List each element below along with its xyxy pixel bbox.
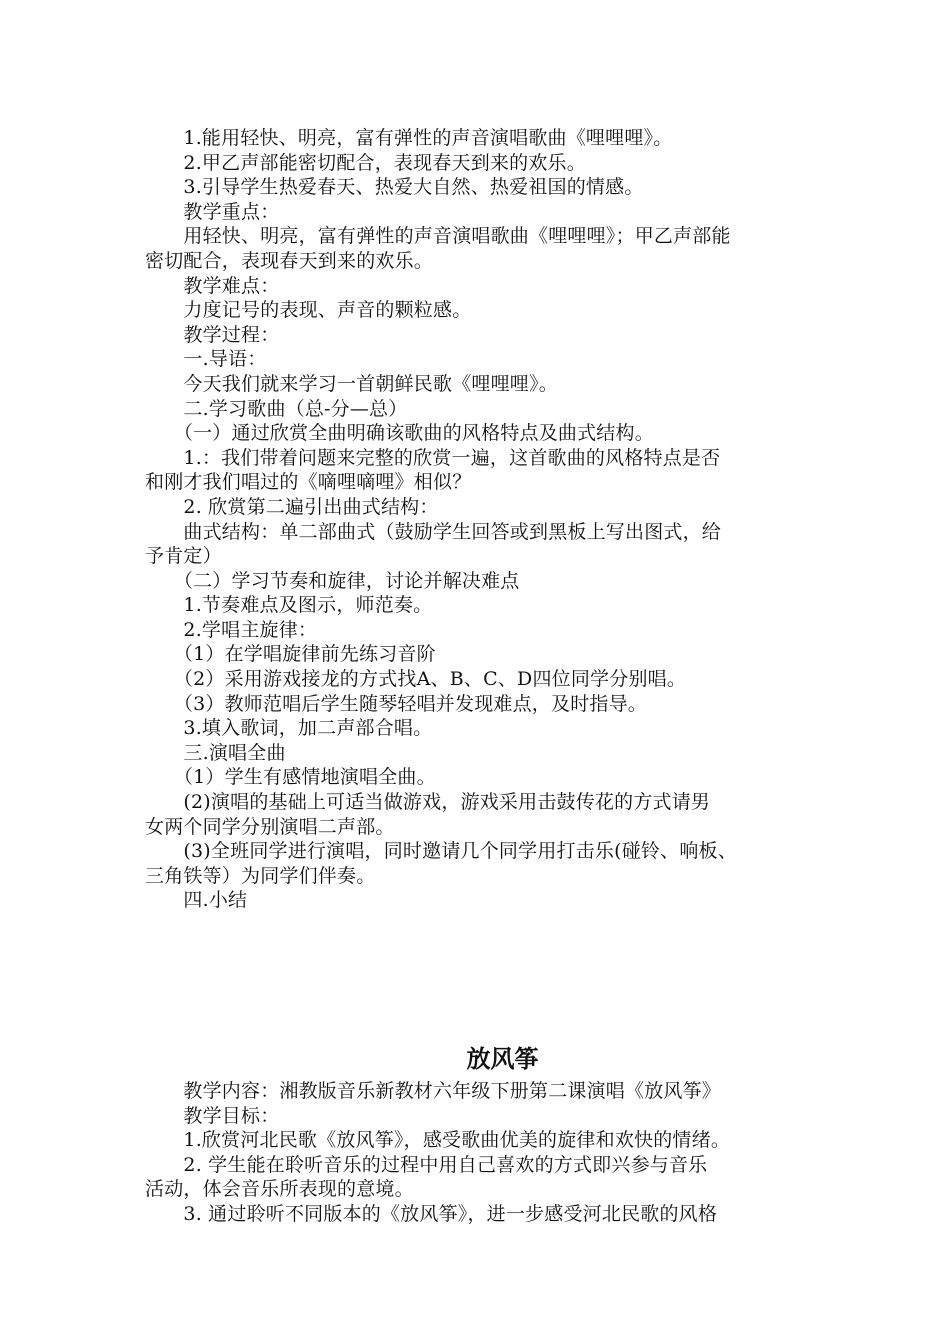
text-line: 3.引导学生热爱春天、热爱大自然、热爱祖国的情感。: [145, 176, 644, 199]
text-line: 予肯定）: [145, 545, 222, 568]
text-line: （3）教师范唱后学生随琴轻唱并发现难点，及时指导。: [145, 692, 647, 715]
text-line: 2.甲乙声部能密切配合，表现春天到来的欢乐。: [145, 151, 586, 174]
text-line: （1）学生有感情地演唱全曲。: [145, 766, 436, 789]
text-line: 教学目标：: [145, 1104, 280, 1127]
section-title: 放风筝: [466, 1045, 539, 1073]
text-line: 一.导语：: [145, 348, 267, 371]
text-line: 教学重点：: [145, 200, 280, 223]
text-line: （一）通过欣赏全曲明确该歌曲的风格特点及曲式结构。: [145, 422, 654, 445]
text-line: 1.欣赏河北民歌《放风筝》，感受歌曲优美的旋律和欢快的情绪。: [145, 1129, 731, 1152]
text-line: 今天我们就来学习一首朝鲜民歌《哩哩哩》。: [145, 372, 558, 395]
text-line: 曲式结构：单二部曲式（鼓励学生回答或到黑板上写出图式，给: [145, 520, 722, 543]
text-line: (2)演唱的基础上可适当做游戏，游戏采用击鼓传花的方式请男: [145, 791, 711, 814]
text-line: 教学过程：: [145, 323, 280, 346]
text-line: 和刚才我们唱过的《嘀哩嘀哩》相似？: [145, 471, 472, 494]
text-line: 四.小结: [145, 889, 248, 912]
text-line: 1.：我们带着问题来完整的欣赏一遍，这首歌曲的风格特点是否: [145, 446, 721, 469]
text-line: 2. 学生能在聆听音乐的过程中用自己喜欢的方式即兴参与音乐: [145, 1153, 708, 1176]
text-line: 三.演唱全曲: [145, 741, 286, 764]
text-line: (3)全班同学进行演唱，同时邀请几个同学用打击乐(碰铃、响板、: [145, 840, 737, 863]
text-line: 3. 通过聆听不同版本的《放风筝》，进一步感受河北民歌的风格: [145, 1202, 718, 1225]
text-line: （2）采用游戏接龙的方式找A、B、C、D四位同学分别唱。: [145, 668, 687, 691]
lesson-plan-section-2: [145, 1079, 810, 1227]
text-line: 2.学唱主旋律：: [145, 618, 318, 641]
text-line: 2. 欣赏第二遍引出曲式结构：: [145, 495, 439, 518]
text-line: 密切配合，表现春天到来的欢乐。: [145, 249, 434, 272]
text-line: （1）在学唱旋律前先练习音阶: [145, 643, 436, 666]
text-line: 1.能用轻快、明亮，富有弹性的声音演唱歌曲《哩哩哩》。: [145, 127, 673, 149]
text-line: 三角铁等）为同学们伴奏。: [145, 864, 376, 887]
text-line: 活动，体会音乐所表现的意境。: [145, 1178, 414, 1201]
text-line: 二.学习歌曲（总-分—总）: [145, 397, 408, 420]
text-line: 3.填入歌词，加二声部合唱。: [145, 717, 433, 740]
document-page: [145, 126, 810, 1227]
text-line: 教学内容：湘教版音乐新教材六年级下册第二课演唱《放风筝》: [145, 1080, 722, 1102]
text-line: 用轻快、明亮，富有弹性的声音演唱歌曲《哩哩哩》；甲乙声部能: [145, 225, 731, 248]
text-line: 教学难点：: [145, 274, 280, 297]
lesson-plan-section-1: [145, 126, 810, 913]
text-line: 女两个同学分别演唱二声部。: [145, 815, 395, 838]
text-line: （二）学习节奏和旋律，讨论并解决难点: [145, 569, 520, 592]
section-gap: [145, 913, 810, 1041]
text-line: 1.节奏难点及图示，师范奏。: [145, 594, 433, 617]
text-line: 力度记号的表现、声音的颗粒感。: [145, 299, 472, 322]
